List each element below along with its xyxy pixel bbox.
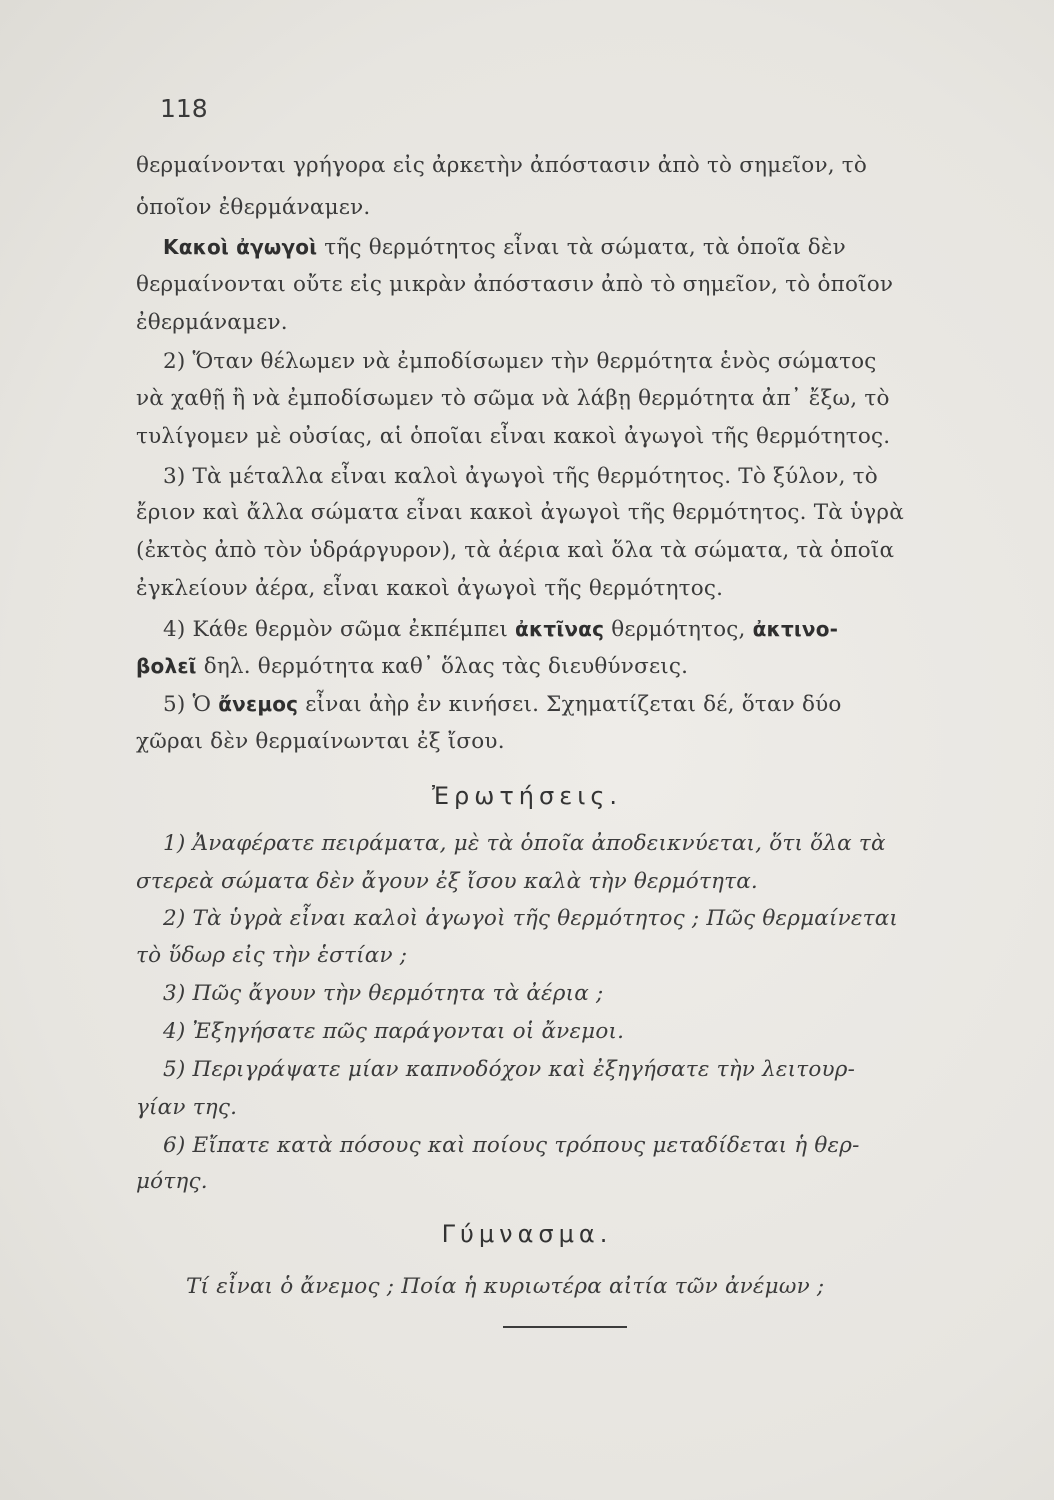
- question-line: 6) Εἴπατε κατὰ πόσους καὶ ποίους τρόπους μεταδίδεται ἡ θερ-: [163, 1133, 860, 1158]
- page-number: 118: [160, 94, 208, 123]
- questions-heading: Ἐρωτήσεις.: [431, 782, 623, 810]
- question-line: 2) Τὰ ὑγρὰ εἶναι καλοὶ ἀγωγοὶ τῆς θερμότητος ; Πῶς θερμαίνεται: [163, 906, 899, 931]
- text-line: ἐθερμάναμεν.: [136, 310, 288, 335]
- exercise-text: Τί εἶναι ὁ ἄνεμος ; Ποία ἡ κυριωτέρα αἰτία τῶν ἀνέμων ;: [186, 1274, 825, 1299]
- text-line: ἐγκλείουν ἀέρα, εἶναι κακοὶ ἀγωγοὶ τῆς θερμότητος.: [136, 576, 724, 601]
- text-line: 2) Ὅταν θέλωμεν νὰ ἐμποδίσωμεν τὴν θερμότητα ἑνὸς σώματος: [163, 349, 877, 374]
- question-line: 4) Ἐξηγήσατε πῶς παράγονται οἱ ἄνεμοι.: [163, 1019, 625, 1044]
- bold-term: Κακοὶ ἀγωγοὶ: [163, 235, 318, 259]
- text-line: ὁποῖον ἐθερμάναμεν.: [136, 195, 371, 220]
- bold-term: ἀκτινο-: [752, 617, 839, 641]
- text-line: 3) Τὰ μέταλλα εἶναι καλοὶ ἀγωγοὶ τῆς θερμότητος. Τὸ ξύλον, τὸ: [163, 464, 878, 489]
- bold-term: ἄνεμος: [218, 692, 299, 716]
- question-line: γίαν της.: [136, 1095, 238, 1120]
- text-line: θερμαίνονται γρήγορα εἰς ἀρκετὴν ἀπόστασιν ἀπὸ τὸ σημεῖον, τὸ: [136, 153, 868, 178]
- text-line: ἔριον καὶ ἄλλα σώματα εἶναι κακοὶ ἀγωγοὶ τῆς θερμότητος. Τὰ ὑγρὰ: [136, 500, 904, 525]
- exercise-heading: Γύμνασμα.: [441, 1220, 613, 1248]
- question-line: 5) Περιγράψατε μίαν καπνοδόχον καὶ ἐξηγήσατε τὴν λειτουρ-: [163, 1057, 856, 1082]
- question-line: στερεὰ σώματα δὲν ἄγουν ἐξ ἴσου καλὰ τὴν θερμότητα.: [136, 869, 758, 894]
- text-span: 4) Κάθε θερμὸν σῶμα ἐκπέμπει: [163, 617, 508, 642]
- bold-term: βολεῖ: [136, 654, 197, 678]
- text-span: θερμότητος,: [611, 617, 746, 642]
- text-line: θερμαίνονται οὔτε εἰς μικρὰν ἀπόστασιν ἀπὸ τὸ σημεῖον, τὸ ὁποῖον: [136, 272, 894, 297]
- text-line: τυλίγομεν μὲ οὐσίας, αἱ ὁποῖαι εἶναι κακοὶ ἀγωγοὶ τῆς θερμότητος.: [136, 424, 891, 449]
- bold-term: ἀκτῖνας: [515, 617, 605, 641]
- text-line: [136, 652, 962, 681]
- text-line: νὰ χαθῇ ἢ νὰ ἐμποδίσωμεν τὸ σῶμα νὰ λάβῃ θερμότητα ἀπ᾽ ἔξω, τὸ: [136, 386, 890, 411]
- text-line: χῶραι δὲν θερμαίνωνται ἐξ ἴσου.: [136, 729, 505, 754]
- question-line: τὸ ὕδωρ εἰς τὴν ἑστίαν ;: [136, 943, 408, 968]
- end-rule: [503, 1326, 627, 1328]
- question-line: 3) Πῶς ἄγουν τὴν θερμότητα τὰ ἀέρια ;: [163, 981, 604, 1006]
- text-line: [163, 615, 963, 644]
- text-span: τῆς θερμότητος εἶναι τὰ σώματα, τὰ ὁποῖα δὲν: [324, 235, 846, 260]
- text-line: [163, 233, 963, 262]
- question-line: 1) Ἀναφέρατε πειράματα, μὲ τὰ ὁποῖα ἀποδεικνύεται, ὅτι ὅλα τὰ: [163, 831, 886, 856]
- text-span: δηλ. θερμότητα καθ᾽ ὅλας τὰς διευθύνσεις.: [203, 654, 689, 679]
- text-line: (ἐκτὸς ἀπὸ τὸν ὑδράργυρον), τὰ ἀέρια καὶ ὅλα τὰ σώματα, τὰ ὁποῖα: [136, 538, 895, 563]
- text-span: εἶναι ἀὴρ ἐν κινήσει. Σχηματίζεται δέ, ὅταν δύο: [305, 692, 842, 717]
- question-line: μότης.: [136, 1169, 208, 1194]
- text-line: [163, 690, 963, 719]
- text-span: 5) Ὁ: [163, 692, 212, 717]
